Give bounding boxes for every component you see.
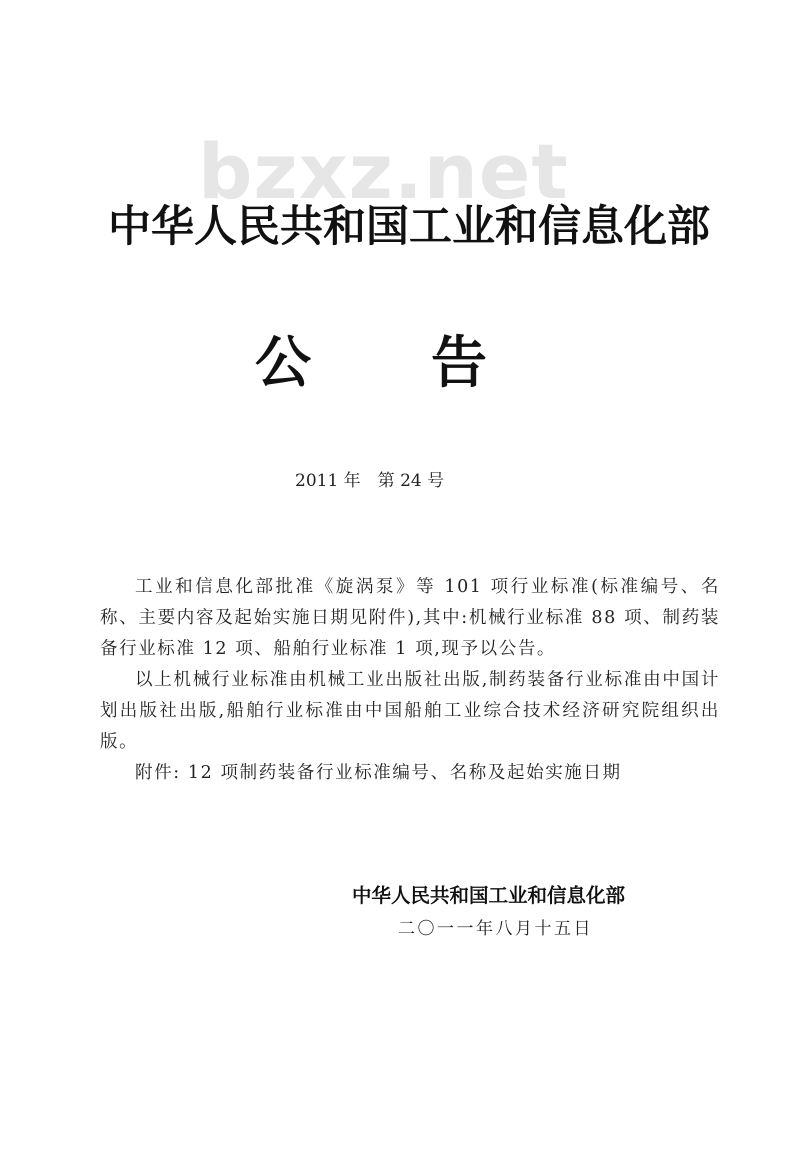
organization-title: 中华人民共和国工业和信息化部	[108, 202, 710, 252]
document-number: 2011 年 第 24 号	[295, 471, 445, 491]
doc-type-char-2: 告	[431, 330, 487, 396]
signature-date: 二〇一一年八月十五日	[398, 919, 593, 939]
signature-organization: 中华人民共和国工业和信息化部	[352, 884, 626, 907]
doc-type-char-1: 公	[255, 330, 311, 396]
announcement-body	[100, 572, 720, 789]
attachment-line: 附件: 12 项制药装备行业标准编号、名称及起始实施日期	[135, 763, 622, 783]
watermark: bzxz.net	[198, 127, 569, 216]
body-paragraph: 以上机械行业标准由机械工业出版社出版,制药装备行业标准由中国计划出版社出版,船舶行业标准由中国船舶工业综合技术经济研究院组织出版。	[100, 670, 720, 752]
document-type-heading	[255, 330, 487, 396]
body-paragraph: 工业和信息化部批准《旋涡泵》等 101 项行业标准(标准编号、名称、主要内容及起始实施日期见附件),其中:机械行业标准 88 项、制药装备行业标准 12 项、船舶行业标准 1 项,现予以公告。	[100, 577, 720, 659]
